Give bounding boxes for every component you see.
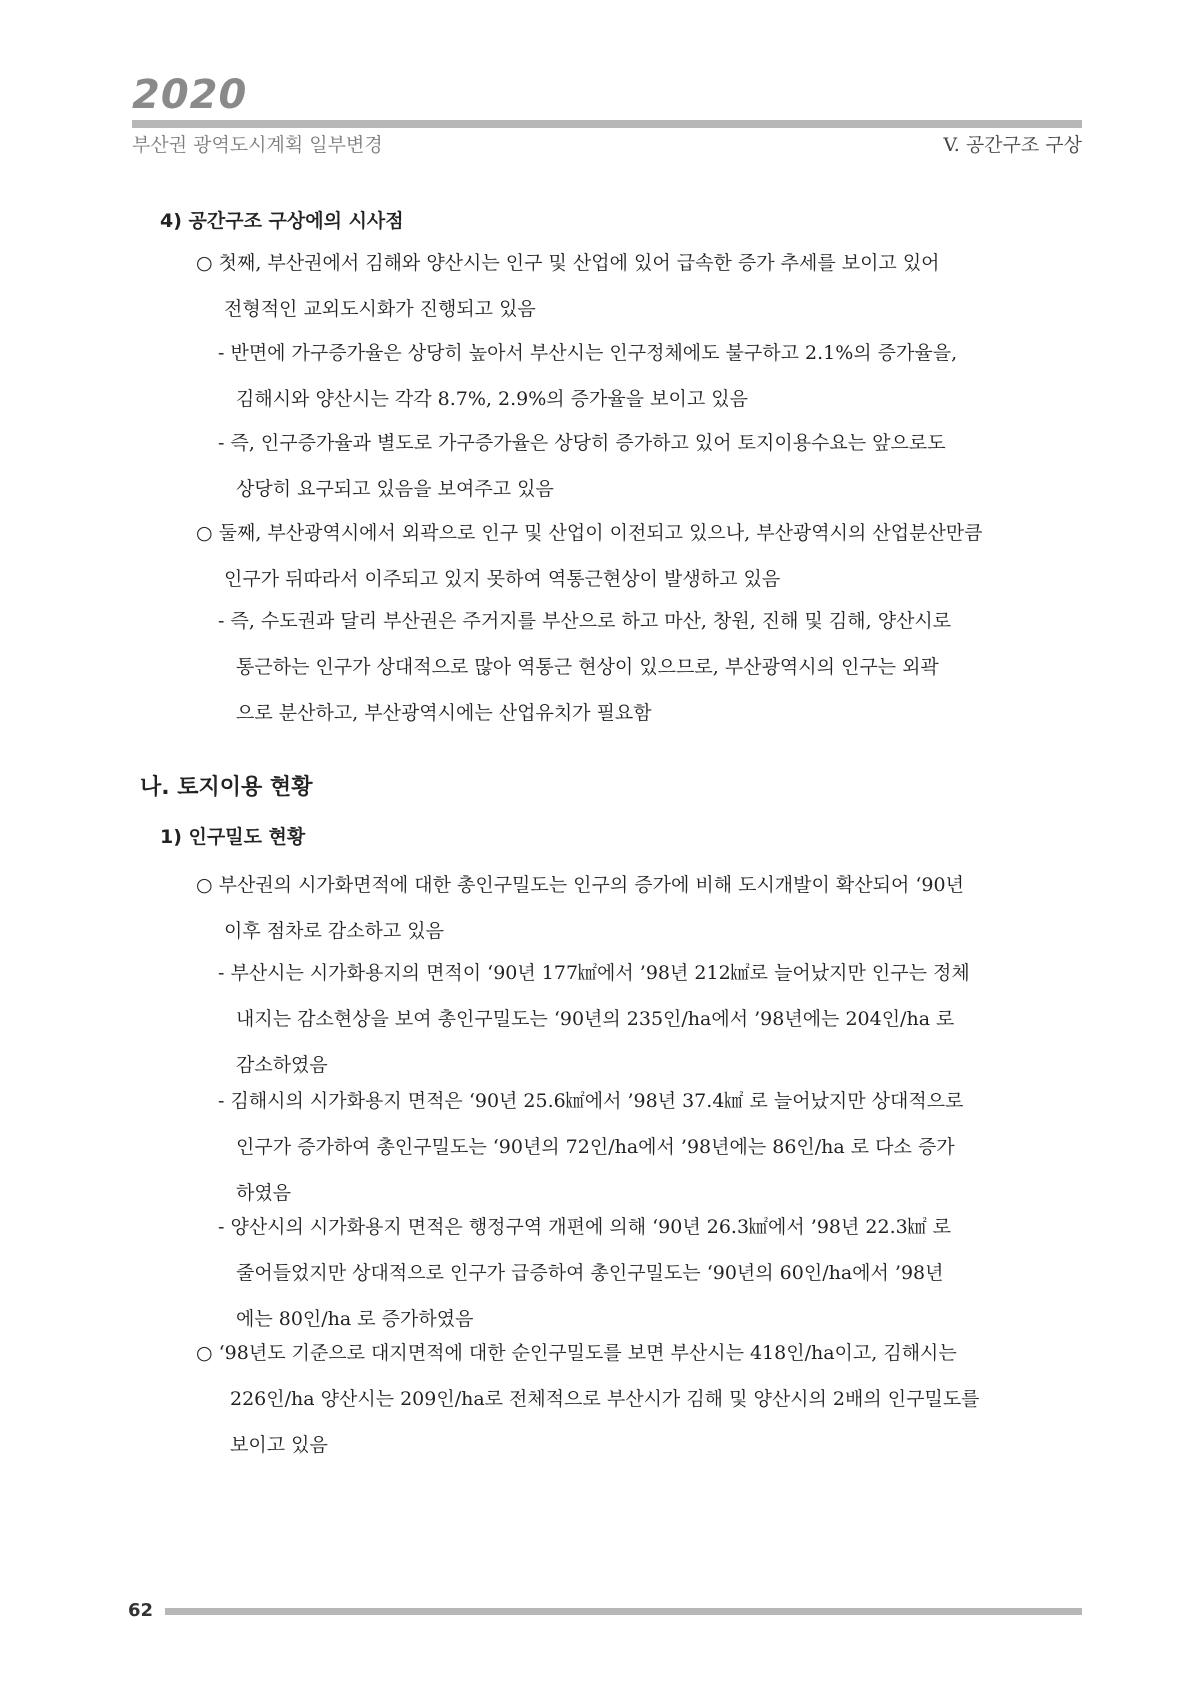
heading-population-density: 1) 인구밀도 현황 — [160, 826, 306, 848]
heading-implications: 4) 공간구조 구상에의 시사점 — [160, 210, 404, 232]
header-rule — [132, 120, 1082, 128]
paragraph — [218, 1204, 1082, 1342]
section-title: V. 공간구조 구상 — [943, 134, 1082, 156]
text-line: 줄어들었지만 상대적으로 인구가 급증하여 총인구밀도는 ‘90년의 60인/ha에서 ’98년 — [236, 1262, 944, 1284]
text-line: 인구가 뒤따라서 이주되고 있지 못하여 역통근현상이 발생하고 있음 — [224, 568, 781, 590]
text-line: ○ 부산권의 시가화면적에 대한 총인구밀도는 인구의 증가에 비해 도시개발이 확산되어 ‘90년 — [196, 874, 964, 896]
footer-rule — [165, 1608, 1082, 1615]
text-line: 상당히 요구되고 있음을 보여주고 있음 — [236, 478, 554, 500]
page-number: 62 — [128, 1600, 154, 1621]
paragraph — [218, 330, 1082, 422]
text-line: 감소하였음 — [236, 1054, 328, 1076]
text-line: - 반면에 가구증가율은 상당히 높아서 부산시는 인구정체에도 불구하고 2.1%의 증가율을, — [218, 342, 958, 364]
text-line: - 즉, 수도권과 달리 부산권은 주거지를 부산으로 하고 마산, 창원, 진해 및 김해, 양산시로 — [218, 610, 952, 632]
paragraph — [218, 598, 1082, 736]
text-line: ○ 둘째, 부산광역시에서 외곽으로 인구 및 산업이 이전되고 있으나, 부산광역시의 산업분산만큼 — [196, 522, 983, 544]
paragraph — [218, 420, 1082, 512]
text-line: 통근하는 인구가 상대적으로 많아 역통근 현상이 있으므로, 부산광역시의 인구는 외곽 — [236, 656, 939, 678]
text-line: 으로 분산하고, 부산광역시에는 산업유치가 필요함 — [236, 702, 652, 724]
text-line: 내지는 감소현상을 보여 총인구밀도는 ‘90년의 235인/ha에서 ’98년에는 204인/ha 로 — [236, 1008, 955, 1030]
paragraph — [218, 1078, 1082, 1216]
heading-land-use: 나. 토지이용 현황 — [140, 775, 313, 800]
text-line: 전형적인 교외도시화가 진행되고 있음 — [224, 298, 536, 320]
text-line: - 김해시의 시가화용지 면적은 ‘90년 25.6㎢에서 ’98년 37.4㎢ 로 늘어났지만 상대적으로 — [218, 1090, 964, 1112]
text-line: 에는 80인/ha 로 증가하였음 — [236, 1308, 474, 1330]
text-line: 226인/ha 양산시는 209인/ha로 전체적으로 부산시가 김해 및 양산시의 2배의 인구밀도를 — [230, 1388, 980, 1410]
paragraph — [196, 510, 1082, 602]
paragraph — [196, 240, 1082, 332]
text-line: 하였음 — [236, 1182, 292, 1204]
paragraph — [196, 862, 1082, 954]
paragraph — [218, 950, 1082, 1088]
text-line: 이후 점차로 감소하고 있음 — [224, 920, 445, 942]
paragraph — [196, 1330, 1082, 1468]
text-line: - 즉, 인구증가율과 별도로 가구증가율은 상당히 증가하고 있어 토지이용수요는 앞으로도 — [218, 432, 946, 454]
text-line: 인구가 증가하여 총인구밀도는 ‘90년의 72인/ha에서 ’98년에는 86인/ha 로 다소 증가 — [236, 1136, 955, 1158]
document-title: 부산권 광역도시계획 일부변경 — [132, 134, 383, 156]
text-line: - 부산시는 시가화용지의 면적이 ‘90년 177㎢에서 ’98년 212㎢로 늘어났지만 인구는 정체 — [218, 962, 970, 984]
text-line: 보이고 있음 — [230, 1434, 328, 1456]
text-line: ○ 첫째, 부산권에서 김해와 양산시는 인구 및 산업에 있어 급속한 증가 추세를 보이고 있어 — [196, 252, 940, 274]
header-year: 2020 — [132, 72, 248, 118]
text-line: ○ ‘98년도 기준으로 대지면적에 대한 순인구밀도를 보면 부산시는 418인/ha이고, 김해시는 — [196, 1342, 957, 1364]
text-line: - 양산시의 시가화용지 면적은 행정구역 개편에 의해 ‘90년 26.3㎢에서 ’98년 22.3㎢ 로 — [218, 1216, 952, 1238]
text-line: 김해시와 양산시는 각각 8.7%, 2.9%의 증가율을 보이고 있음 — [236, 388, 748, 410]
